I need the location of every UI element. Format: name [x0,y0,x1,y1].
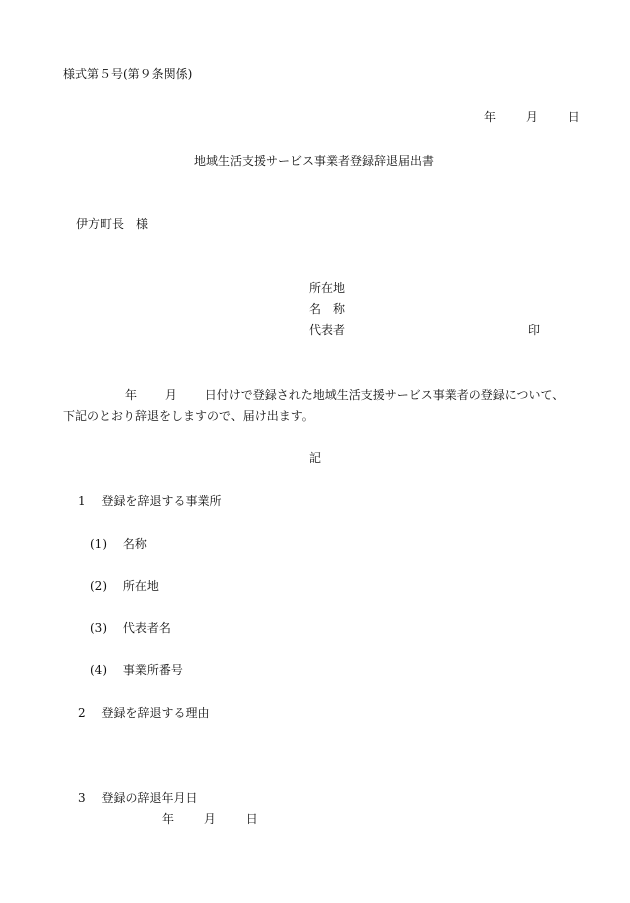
date-day: 日 [245,812,258,826]
date-day: 日 [567,110,580,124]
section-number: 2 [78,706,86,720]
name-label: 名 称 [309,302,346,316]
address-label: 所在地 [309,281,346,295]
withdrawal-date [162,813,258,825]
document-title: 地域生活支援サービス事業者登録辞退届出書 [194,154,435,168]
date-year: 年 [484,110,497,124]
section-number: 1 [78,494,86,508]
submission-date [484,111,580,123]
section-number: 3 [78,791,86,805]
date-month: 月 [203,812,216,826]
representative-label: 代表者 [309,323,346,337]
item-number: (1) [90,537,107,551]
body-month: 月 [164,388,177,402]
list-item [90,580,159,592]
list-item [90,622,171,634]
item-label: 事業所番号 [122,663,183,677]
form-number: 様式第５号(第９条関係) [63,67,193,81]
item-label: 代表者名 [122,621,171,635]
list-item [90,538,147,550]
item-number: (2) [90,579,107,593]
addressee: 伊方町長 様 [76,217,149,231]
body-line-1 [125,389,564,401]
section-title: 登録の辞退年月日 [101,791,198,805]
item-label: 名称 [122,537,147,551]
item-label: 所在地 [122,579,159,593]
item-number: (3) [90,621,107,635]
body-line1-rest: 日付けで登録された地域生活支援サービス事業者の登録について、 [204,388,565,402]
ki-label: 記 [309,451,322,465]
body-year: 年 [125,388,138,402]
list-item [90,664,183,676]
section-1 [78,495,221,507]
section-title: 登録を辞退する理由 [101,706,210,720]
section-2 [78,707,209,719]
date-year: 年 [162,812,175,826]
seal-mark: 印 [528,323,541,337]
section-title: 登録を辞退する事業所 [101,494,222,508]
section-3 [78,792,197,804]
body-line-2: 下記のとおり辞退をしますので、届け出ます。 [63,409,314,423]
date-month: 月 [525,110,538,124]
item-number: (4) [90,663,107,677]
